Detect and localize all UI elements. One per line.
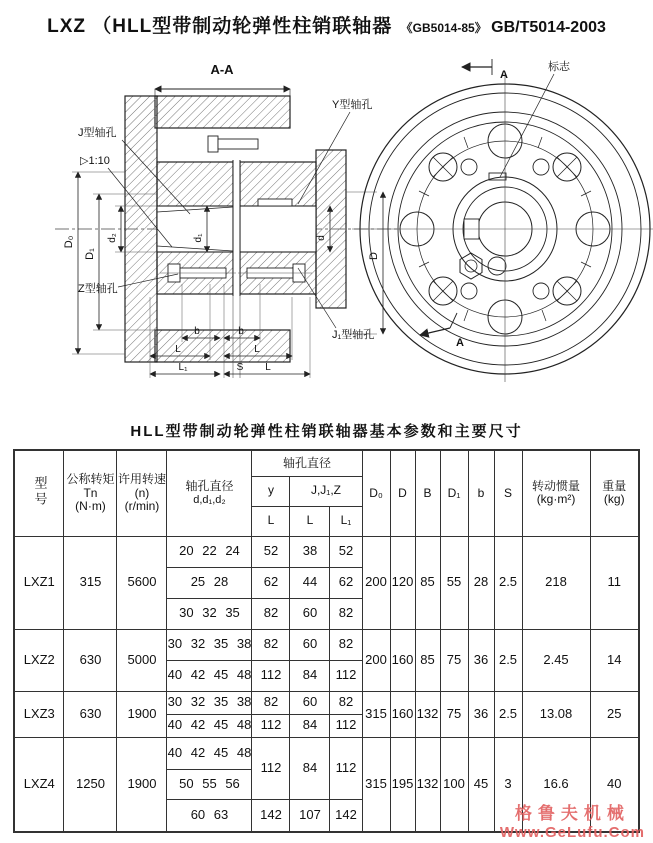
section-arrow-bottom (420, 313, 464, 349)
cell-bores: 60 63 (167, 799, 252, 832)
cell-l1: 112 (330, 660, 362, 691)
cell-l1: 62 (330, 567, 362, 598)
label-taper: ▷1:10 (80, 155, 110, 167)
cell-inertia: 2.45 (522, 629, 590, 691)
cell-b-cap: 85 (415, 629, 440, 691)
section-arrow-top (462, 59, 508, 81)
col-header-d1: D₁ (440, 450, 468, 536)
col-header-model: 型号 (14, 450, 64, 536)
cell-bores: 30 32 35 38 (167, 629, 252, 660)
label-mark: 标志 (548, 61, 570, 73)
title-main: LXZ （HLL型带制动轮弹性柱销联轴器 (47, 16, 393, 37)
cell-lj: 60 (290, 629, 330, 660)
cell-rpm: 1900 (117, 737, 167, 832)
col-header-y: y (252, 476, 290, 506)
col-header-b-cap: B (415, 450, 440, 536)
dim-label-L-right: L (254, 344, 260, 355)
cell-bores: 40 42 45 48 (167, 714, 252, 737)
brake-rim-top (155, 96, 290, 128)
cell-b: 36 (468, 691, 494, 737)
col-header-len-y: L (252, 506, 290, 536)
cell-d: 160 (390, 691, 415, 737)
cell-bores: 40 42 45 48 (167, 737, 252, 769)
cell-d0: 315 (362, 691, 390, 737)
col-header-speed: 许用转速 (n) (r/min) (117, 450, 167, 536)
cell-b-cap: 132 (415, 737, 440, 832)
cell-d0: 200 (362, 629, 390, 691)
left-flange (125, 96, 157, 362)
cell-lj: 84 (290, 714, 330, 737)
cell-model: LXZ3 (14, 691, 64, 737)
dim-label-d: d (316, 235, 327, 241)
cell-tn: 1250 (64, 737, 117, 832)
cell-ly: 52 (252, 536, 290, 567)
cell-bores: 30 32 35 (167, 598, 252, 629)
col-header-b: b (468, 450, 494, 536)
cell-tn: 315 (64, 536, 117, 629)
cell-weight: 25 (590, 691, 639, 737)
label-j1-hole: J₁型轴孔 (332, 329, 375, 341)
dim-label-L1: L₁ (178, 362, 188, 373)
cell-rpm: 5000 (117, 629, 167, 691)
cell-rpm: 1900 (117, 691, 167, 737)
left-bore (157, 206, 233, 252)
section-arrow-top-label: A (500, 69, 508, 81)
cell-s: 3 (494, 737, 522, 832)
col-header-s: S (494, 450, 522, 536)
dim-label-L-left: L (175, 344, 181, 355)
dim-label-d1: d₁ (193, 233, 204, 243)
col-header-jjz: J,J₁,Z (290, 476, 362, 506)
cell-d1: 55 (440, 536, 468, 629)
dim-label-D: D (368, 252, 380, 260)
upper-pin (208, 136, 258, 152)
col-header-d0: D₀ (362, 450, 390, 536)
col-header-len-j1: L₁ (330, 506, 362, 536)
cell-rpm: 5600 (117, 536, 167, 629)
cell-lj: 38 (290, 536, 330, 567)
cell-bores: 25 28 (167, 567, 252, 598)
cell-l1: 82 (330, 598, 362, 629)
keyway (258, 199, 292, 206)
cell-ly: 112 (252, 737, 290, 799)
label-y-hole: Y型轴孔 (332, 99, 373, 111)
cell-b-cap: 85 (415, 536, 440, 629)
right-flange (316, 150, 346, 308)
right-bore (240, 206, 316, 252)
title-standard-new: GB/T5014-2003 (491, 19, 606, 36)
cell-tn: 630 (64, 629, 117, 691)
cell-d0: 315 (362, 737, 390, 832)
cell-lj: 60 (290, 691, 330, 714)
cell-weight: 40 (590, 737, 639, 832)
cell-weight: 14 (590, 629, 639, 691)
col-header-bore-group: 轴孔直径 (252, 450, 362, 476)
dim-label-b-right: b (238, 326, 244, 337)
cell-lj: 60 (290, 598, 330, 629)
table-row (14, 737, 639, 769)
cell-model: LXZ4 (14, 737, 64, 832)
coupling-drawing (0, 42, 653, 408)
section-view (55, 62, 400, 378)
cell-d: 120 (390, 536, 415, 629)
table-row (14, 691, 639, 714)
cell-l1: 112 (330, 714, 362, 737)
section-arrow-bottom-label: A (456, 337, 464, 349)
col-header-inertia: 转动惯量 (kg·m²) (522, 450, 590, 536)
col-header-d: D (390, 450, 415, 536)
cell-s: 2.5 (494, 691, 522, 737)
col-header-torque: 公称转矩 Tn (N·m) (64, 450, 117, 536)
cell-ly: 112 (252, 660, 290, 691)
label-z-hole: Z型轴孔 (78, 283, 118, 295)
cell-lj: 107 (290, 799, 330, 832)
cell-tn: 630 (64, 691, 117, 737)
cell-bores: 20 22 24 (167, 536, 252, 567)
params-table (13, 449, 640, 833)
cell-ly: 82 (252, 629, 290, 660)
cell-inertia: 13.08 (522, 691, 590, 737)
cell-bores: 40 42 45 48 (167, 660, 252, 691)
cell-ly: 142 (252, 799, 290, 832)
title-standard-old: 《GB5014-85》 (400, 21, 487, 35)
cell-l1: 142 (330, 799, 362, 832)
cell-l1: 82 (330, 691, 362, 714)
page-title (0, 0, 653, 38)
cell-lj: 44 (290, 567, 330, 598)
cell-inertia: 218 (522, 536, 590, 629)
cell-ly: 62 (252, 567, 290, 598)
cell-s: 2.5 (494, 536, 522, 629)
cell-l1: 52 (330, 536, 362, 567)
cell-d1: 100 (440, 737, 468, 832)
hex-nut (460, 253, 482, 279)
cell-b-cap: 132 (415, 691, 440, 737)
cell-d0: 200 (362, 536, 390, 629)
col-header-bore: 轴孔直径 d,d₁,d₂ (167, 450, 252, 536)
cell-lj: 84 (290, 660, 330, 691)
watermark-line2: Www.GeLufu.Com (499, 823, 645, 841)
cell-d: 195 (390, 737, 415, 832)
cell-model: LXZ1 (14, 536, 64, 629)
cell-d: 160 (390, 629, 415, 691)
cell-b: 36 (468, 629, 494, 691)
cell-bores: 30 32 35 38 (167, 691, 252, 714)
cell-bores: 50 55 56 (167, 769, 252, 799)
col-header-len-j: L (290, 506, 330, 536)
cell-b: 28 (468, 536, 494, 629)
cell-b: 45 (468, 737, 494, 832)
cell-ly: 82 (252, 691, 290, 714)
end-view (352, 59, 653, 382)
table-row (14, 536, 639, 567)
cell-inertia: 16.6 (522, 737, 590, 832)
label-j-hole: J型轴孔 (78, 127, 117, 139)
coupling-drawing-svg (0, 42, 653, 408)
dim-label-S: S (236, 362, 244, 373)
dim-label-L-bottom: L (265, 362, 271, 373)
cell-d1: 75 (440, 629, 468, 691)
col-header-weight: 重量 (kg) (590, 450, 639, 536)
cell-ly: 112 (252, 714, 290, 737)
section-title: A-A (210, 62, 234, 77)
watermark-line1: 格鲁夫机械 (514, 804, 630, 824)
dim-label-D1: D₁ (84, 248, 96, 260)
table-row (14, 629, 639, 660)
cell-d1: 75 (440, 691, 468, 737)
table-title: HLL型带制动轮弹性柱销联轴器基本参数和主要尺寸 (130, 423, 523, 440)
cell-l1: 112 (330, 737, 362, 799)
cell-l1: 82 (330, 629, 362, 660)
cell-model: LXZ2 (14, 629, 64, 691)
cell-ly: 82 (252, 598, 290, 629)
cell-lj: 84 (290, 737, 330, 799)
dim-label-d2: d₂ (107, 233, 118, 243)
dim-label-b-left: b (194, 326, 200, 337)
dim-label-D0: D₀ (63, 235, 75, 249)
cell-s: 2.5 (494, 629, 522, 691)
cell-weight: 11 (590, 536, 639, 629)
